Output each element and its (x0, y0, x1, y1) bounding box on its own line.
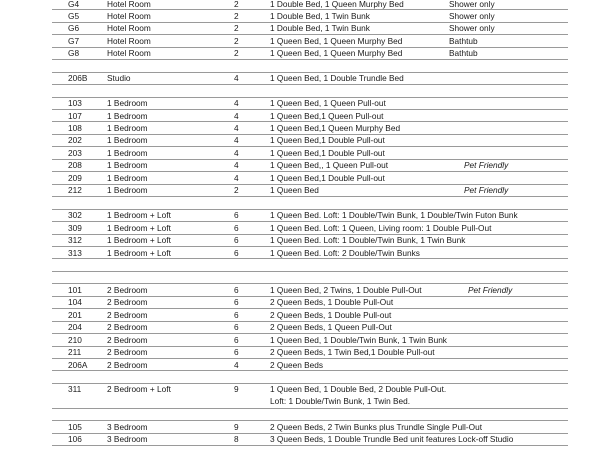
table-row (52, 9, 568, 22)
unit-number: 211 (68, 347, 82, 358)
table-row (52, 171, 568, 184)
bed-configuration: 1 Queen Bed, 1 Queen Murphy Bed (270, 48, 403, 59)
sleeps-count: 4 (234, 98, 239, 109)
bed-configuration: 1 Queen Bed, 1 Double Trundle Bed (270, 73, 404, 84)
sleeps-count: 6 (234, 284, 239, 295)
bed-configuration: 1 Double Bed, 1 Queen Murphy Bed (270, 0, 404, 9)
bed-configuration: 1 Queen Bed. Loft: 2 Double/Twin Bunks (270, 247, 420, 258)
bed-configuration: 3 Queen Beds, 1 Double Trundle Bed unit features Lock-off Studio (270, 434, 514, 445)
sleeps-count: 4 (234, 160, 239, 171)
unit-type: 1 Bedroom (107, 98, 148, 109)
unit-number: 312 (68, 235, 82, 246)
bed-configuration: 1 Queen Bed,1 Double Pull-out (270, 147, 385, 158)
unit-type: 2 Bedroom (107, 284, 148, 295)
unit-type: 1 Bedroom (107, 185, 148, 196)
table-row (52, 184, 568, 197)
unit-type: Hotel Room (107, 0, 151, 9)
unit-type: Studio (107, 73, 131, 84)
unit-number: 103 (68, 98, 82, 109)
unit-type: 3 Bedroom (107, 421, 148, 432)
unit-type: Hotel Room (107, 48, 151, 59)
unit-type: 1 Bedroom + Loft (107, 210, 171, 221)
table-row (52, 22, 568, 35)
table-row (52, 321, 568, 334)
spacer-row (52, 371, 568, 384)
unit-number: G7 (68, 35, 80, 46)
table-row (52, 146, 568, 159)
unit-type: 1 Bedroom (107, 135, 148, 146)
bed-configuration: 1 Queen Bed,1 Queen Murphy Bed (270, 123, 401, 133)
unit-number: 208 (68, 160, 82, 171)
unit-number: 106 (68, 434, 82, 445)
unit-number: 204 (68, 322, 82, 333)
table-row (52, 47, 568, 60)
unit-number: G8 (68, 48, 80, 59)
bed-configuration: 1 Queen Bed,1 Queen Pull-out (270, 110, 384, 121)
unit-number: 202 (68, 135, 82, 146)
sleeps-count: 2 (234, 0, 239, 9)
table-row (52, 234, 568, 247)
bed-configuration: 2 Queen Beds (270, 359, 324, 370)
sleeps-count: 2 (234, 35, 239, 46)
unit-number: 108 (68, 123, 82, 133)
bed-configuration: 1 Queen Bed. Loft: 1 Double/Twin Bunk, 1 Double/Twin Futon Bunk (270, 210, 518, 221)
bed-configuration: 1 Double Bed, 1 Twin Bunk (270, 10, 370, 21)
unit-type: 2 Bedroom (107, 297, 148, 308)
table-row (52, 122, 568, 135)
table-row (52, 134, 568, 147)
unit-number: 209 (68, 172, 82, 183)
table-row (52, 97, 568, 110)
sleeps-count: 6 (234, 247, 239, 258)
sleeps-count: 6 (234, 347, 239, 358)
table-row (52, 433, 568, 446)
unit-note: Pet Friendly (464, 185, 509, 196)
unit-note: Shower only (449, 10, 495, 21)
unit-note: Shower only (449, 23, 495, 34)
sleeps-count: 6 (234, 210, 239, 221)
unit-note: Pet Friendly (464, 160, 509, 171)
bed-configuration: 2 Queen Beds, 1 Double Pull-Out (270, 297, 394, 308)
bed-configuration: 1 Queen Bed,1 Double Pull-out (270, 172, 385, 183)
table-row (52, 283, 568, 296)
table-row (52, 109, 568, 122)
unit-type: 2 Bedroom + Loft (107, 384, 171, 395)
unit-number: 107 (68, 110, 82, 121)
sleeps-count: 4 (234, 123, 239, 133)
bed-configuration: 1 Queen Bed, 1 Queen Murphy Bed (270, 35, 403, 46)
unit-number: 105 (68, 421, 82, 432)
unit-number: 104 (68, 297, 82, 308)
sleeps-count: 4 (234, 147, 239, 158)
bed-configuration: 2 Queen Beds, 1 Twin Bed,1 Double Pull-out (270, 347, 435, 358)
spacer-row (52, 271, 568, 284)
bed-configuration: 1 Queen Bed. Loft: 1 Queen, Living room: 1 Double Pull-Out (270, 222, 492, 233)
table-row (52, 159, 568, 172)
sleeps-count: 6 (234, 322, 239, 333)
table-row (52, 34, 568, 47)
sleeps-count: 2 (234, 185, 239, 196)
table-row (52, 221, 568, 234)
sleeps-count: 6 (234, 297, 239, 308)
sleeps-count: 4 (234, 172, 239, 183)
unit-type: Hotel Room (107, 35, 151, 46)
unit-type: 1 Bedroom (107, 147, 148, 158)
unit-type: 1 Bedroom + Loft (107, 222, 171, 233)
bed-configuration: 1 Queen Bed. Loft: 1 Double/Twin Bunk, 1 Twin Bunk (270, 235, 466, 246)
spacer-row (52, 84, 568, 97)
spacer-row (52, 408, 568, 421)
unit-note: Shower only (449, 0, 495, 9)
table-row (52, 346, 568, 359)
unit-type: 1 Bedroom + Loft (107, 247, 171, 258)
unit-number: 313 (68, 247, 82, 258)
unit-note: Pet Friendly (468, 284, 513, 295)
sleeps-count: 9 (234, 384, 239, 395)
unit-type: 3 Bedroom (107, 434, 148, 445)
sleeps-count: 6 (234, 309, 239, 320)
unit-type: 2 Bedroom (107, 347, 148, 358)
sleeps-count: 4 (234, 110, 239, 121)
table-row (52, 420, 568, 433)
unit-number: 210 (68, 334, 82, 345)
unit-note: Bathtub (449, 48, 478, 59)
table-row (52, 209, 568, 222)
unit-number: G4 (68, 0, 80, 9)
bed-configuration: 2 Queen Beds, 1 Double Pull-out (270, 309, 392, 320)
bed-configuration: 1 Queen Bed (270, 185, 319, 196)
sleeps-count: 6 (234, 235, 239, 246)
sleeps-count: 4 (234, 135, 239, 146)
unit-number: 311 (68, 384, 82, 395)
unit-type: Hotel Room (107, 23, 151, 34)
unit-type: 1 Bedroom + Loft (107, 235, 171, 246)
unit-type: 1 Bedroom (107, 160, 148, 171)
table-row (52, 246, 568, 259)
spacer-row (52, 258, 568, 271)
unit-number: 206B (68, 73, 88, 84)
bed-configuration: 1 Queen Bed, 2 Twins, 1 Double Pull-Out (270, 284, 422, 295)
bed-configuration: 1 Queen Bed,, 1 Queen Pull-out (270, 160, 389, 171)
unit-type: 1 Bedroom (107, 172, 148, 183)
bed-configuration: 1 Queen Bed, 1 Double Bed, 2 Double Pull-Out. (270, 384, 447, 395)
unit-type: 2 Bedroom (107, 334, 148, 345)
table-row (52, 358, 568, 371)
unit-number: 302 (68, 210, 82, 221)
table-row (52, 333, 568, 346)
sleeps-count: 4 (234, 359, 239, 370)
sleeps-count: 4 (234, 73, 239, 84)
bed-configuration: 2 Queen Beds, 2 Twin Bunks plus Trundle Single Pull-Out (270, 421, 482, 432)
spacer-row (52, 59, 568, 72)
unit-type: 1 Bedroom (107, 123, 148, 133)
unit-number: G5 (68, 10, 80, 21)
unit-number: 201 (68, 309, 82, 320)
sleeps-count: 2 (234, 23, 239, 34)
unit-type: 2 Bedroom (107, 309, 148, 320)
sleeps-count: 8 (234, 434, 239, 445)
table-row (52, 383, 568, 409)
bed-configuration: 1 Queen Bed, 1 Double/Twin Bunk, 1 Twin Bunk (270, 334, 447, 345)
sleeps-count: 9 (234, 421, 239, 432)
table-row (52, 308, 568, 321)
unit-number: 203 (68, 147, 82, 158)
unit-note: Bathtub (449, 35, 478, 46)
sleeps-count: 6 (234, 334, 239, 345)
unit-number: 309 (68, 222, 82, 233)
unit-number: G6 (68, 23, 80, 34)
table-row (52, 296, 568, 309)
spacer-row (52, 196, 568, 209)
unit-type: 1 Bedroom (107, 110, 148, 121)
unit-number: 206A (68, 359, 88, 370)
unit-number: 101 (68, 284, 82, 295)
table-row (52, 72, 568, 85)
unit-type: Hotel Room (107, 10, 151, 21)
bed-configuration: 1 Queen Bed, 1 Queen Pull-out (270, 98, 386, 109)
unit-type: 2 Bedroom (107, 322, 148, 333)
sleeps-count: 6 (234, 222, 239, 233)
sleeps-count: 2 (234, 48, 239, 59)
unit-type: 2 Bedroom (107, 359, 148, 370)
bed-configuration-line-2: Loft: 1 Double/Twin Bunk, 1 Twin Bed. (270, 396, 411, 407)
bed-configuration: 2 Queen Beds, 1 Queen Pull-Out (270, 322, 392, 333)
bed-configuration: 1 Queen Bed,1 Double Pull-out (270, 135, 385, 146)
sleeps-count: 2 (234, 10, 239, 21)
unit-number: 212 (68, 185, 82, 196)
bed-configuration: 1 Double Bed, 1 Twin Bunk (270, 23, 370, 34)
